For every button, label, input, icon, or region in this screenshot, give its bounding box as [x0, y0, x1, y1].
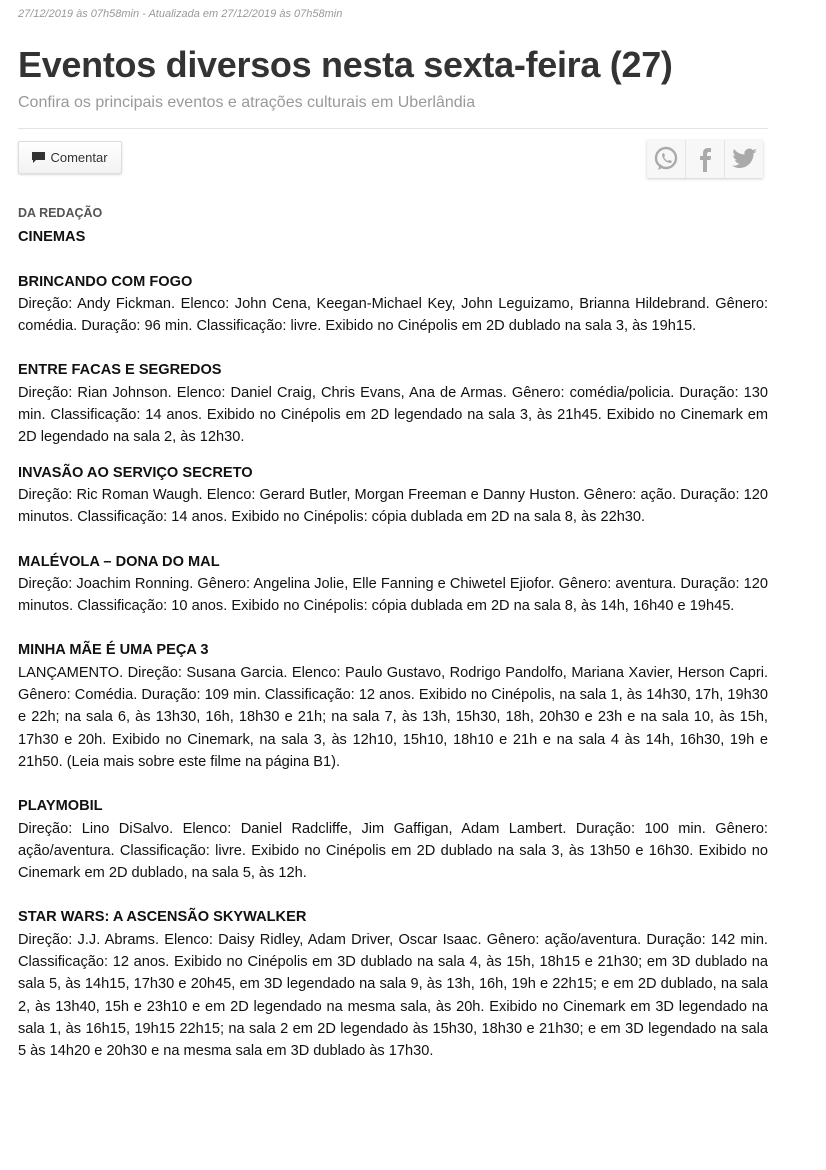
movie-entry	[18, 906, 768, 1062]
movie-entry	[18, 359, 768, 448]
movie-entry	[18, 551, 768, 618]
movie-entry	[18, 795, 768, 884]
movie-description: Direção: Rian Johnson. Elenco: Daniel Craig, Chris Evans, Ana de Armas. Gênero: comédia/policia. Duração: 130 min. Classificação: 14 anos. Exibido no Cinépolis em 2D legendado na sala 3, às 21h45. Exibido no Cinemark em 2D legendado na sala 2, às 12h30.	[18, 384, 768, 446]
section-heading: CINEMAS	[18, 229, 86, 246]
movie-title: STAR WARS: A ASCENSÃO SKYWALKER	[18, 909, 307, 926]
movie-description: Direção: Lino DiSalvo. Elenco: Daniel Radcliffe, Jim Gaffigan, Adam Lambert. Duração: 100 min. Gênero: ação/aventura. Classificação: livre. Exibido no Cinépolis em 2D dublado na sala 3, às 13h50 e 16h30. Exibido no Cinemark em 2D dublado, na sala 5, às 12h.	[18, 820, 768, 882]
movie-entry	[18, 639, 768, 773]
movie-title: PLAYMOBIL	[18, 798, 103, 815]
movie-title: BRINCANDO COM FOGO	[18, 273, 193, 290]
movie-description: Direção: J.J. Abrams. Elenco: Daisy Ridley, Adam Driver, Oscar Isaac. Gênero: ação/aventura. Duração: 142 min. Classificação: 12 anos. Exibido no Cinépolis em 3D dublado na sala 4, às 15h, 18h15 e 21h30; em 3D dublado na sala 5, às 14h15, 17h30 e 20h45, em 3D legendado na sala 9, às 13h, 16h, 19h e 22h15; e em 2D dublado, na sala 2, às 13h40, 15h e 23h10 e em 2D legendado na mesma sala, às 20h. Exibido no Cinemark em 3D legendado na sala 1, às 16h15, 19h15 22h15; na sala 2 em 2D legendado às 15h30, 18h30 e 21h30; e em 3D legendado na sala 5 às 14h20 e 20h30 e na mesma sala em 3D dublado às 17h30.	[18, 931, 768, 1060]
movie-title: INVASÃO AO SERVIÇO SECRETO	[18, 464, 253, 481]
article-body	[18, 202, 768, 1063]
page-title: Eventos diversos nesta sexta-feira (27)	[18, 44, 673, 85]
subtitle: Confira os principais eventos e atrações culturais em Uberlândia	[18, 94, 476, 111]
twitter-share-button[interactable]	[725, 140, 763, 178]
movie-entry	[18, 462, 768, 529]
movie-entry	[18, 271, 768, 338]
share-bar	[647, 140, 763, 178]
movie-title: MALÉVOLA – DONA DO MAL	[18, 553, 220, 570]
movie-description: Direção: Joachim Ronning. Gênero: Angelina Jolie, Elle Fanning e Chiwetel Ejiofor. Gênero: aventura. Duração: 120 minutos. Classificação: 10 anos. Exibido no Cinépolis: cópia dublada em 2D na sala 8, às 14h, 16h40 e 19h45.	[18, 575, 768, 615]
facebook-icon	[695, 146, 715, 172]
byline: DA REDAÇÃO	[18, 206, 103, 220]
movie-description: Direção: Andy Fickman. Elenco: John Cena, Keegan-Michael Key, John Leguizamo, Brianna Hildebrand. Gênero: comédia. Duração: 96 min. Classificação: livre. Exibido no Cinépolis em 2D dublado na sala 3, às 19h15.	[18, 295, 768, 335]
whatsapp-share-button[interactable]	[647, 140, 686, 178]
comment-label: Comentar	[50, 150, 108, 165]
movie-description: Direção: Ric Roman Waugh. Elenco: Gerard Butler, Morgan Freeman e Danny Huston. Gênero: ação. Duração: 120 minutos. Classificação: 14 anos. Exibido no Cinépolis: cópia dublada em 2D na sala 8, às 22h30.	[18, 486, 768, 526]
movie-title: ENTRE FACAS E SEGREDOS	[18, 362, 222, 379]
publish-date: 27/12/2019 às 07h58min - Atualizada em 27/12/2019 às 07h58min	[18, 8, 343, 20]
divider	[18, 128, 768, 129]
facebook-share-button[interactable]	[686, 140, 725, 178]
comment-icon	[32, 152, 45, 163]
whatsapp-icon	[652, 145, 680, 173]
movie-title: MINHA MÃE É UMA PEÇA 3	[18, 642, 209, 659]
twitter-icon	[730, 147, 758, 171]
movie-description: LANÇAMENTO. Direção: Susana Garcia. Elenco: Paulo Gustavo, Rodrigo Pandolfo, Mariana Xavier, Herson Capri. Gênero: Comédia. Duração: 109 min. Classificação: 12 anos. Exibido no Cinépolis, na sala 1, às 14h30, 17h, 19h30 e 22h; na sala 6, às 13h30, 16h, 18h30 e 21h; na sala 7, às 13h, 15h30, 18h, 20h30 e 23h e na sala 10, às 15h, 17h30 e 20h. Exibido no Cinemark, na sala 3, às 12h10, 15h10, 18h10 e 21h e na sala 4 às 14h, 16h30, 19h e 21h50. (Leia mais sobre este filme na página B1).	[18, 664, 768, 770]
comment-button[interactable]	[18, 141, 122, 174]
